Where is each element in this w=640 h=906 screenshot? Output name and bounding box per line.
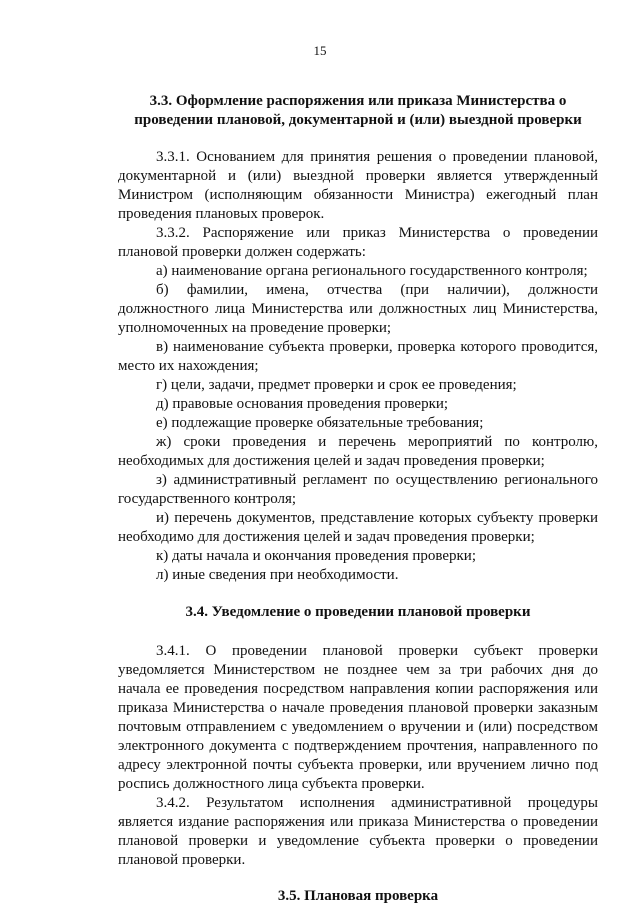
paragraph: 3.4.1. О проведении плановой проверки субъект проверки уведомляется Министерством не позднее чем за три рабочих дня до начала ее проведения посредством направления копии распоряжения или приказа Министерства о начале проведения плановой проверки заказным почтовым отправлением с уведомлением о вручении и (или) посредством электронного документа с подтверждением прочтения, направленного по адресу электронной почты субъекта проверки, или вручением лично под роспись должностного лица субъекта проверки.	[118, 643, 598, 792]
list-item: е) подлежащие проверке обязательные требования;	[156, 415, 484, 431]
section-3-4-heading: 3.4. Уведомление о проведении плановой проверки	[185, 604, 531, 620]
list-item: л) иные сведения при необходимости.	[156, 567, 399, 583]
paragraph: 3.3.1. Основанием для принятия решения о проведении плановой, документарной и (или) выездной проверки является утвержденный Министром (исполняющим обязанности Министра) ежегодный план проведения плановых проверок.	[118, 149, 598, 222]
page-number: 15	[313, 43, 327, 58]
list-item: в) наименование субъекта проверки, проверка которого проводится, место их нахождения;	[118, 339, 598, 374]
list-item: д) правовые основания проведения проверки;	[156, 396, 449, 412]
section-3-4-body	[118, 642, 598, 870]
list-item: з) административный регламент по осуществлению регионального государственного контроля;	[118, 472, 598, 507]
list-item: б) фамилии, имена, отчества (при наличии), должности должностного лица Министерства или должностных лиц Министерства, уполномоченных на проведение проверки;	[118, 282, 598, 336]
paragraph: 3.3.2. Распоряжение или приказ Министерства о проведении плановой проверки должен содержать:	[118, 225, 598, 260]
list-item: г) цели, задачи, предмет проверки и срок ее проведения;	[156, 377, 517, 393]
list-item: а) наименование органа регионального государственного контроля;	[156, 263, 588, 279]
list-item: к) даты начала и окончания проведения проверки;	[156, 548, 477, 564]
section-3-5-heading: 3.5. Плановая проверка	[277, 888, 439, 904]
document-body	[118, 92, 598, 906]
section-3-3-heading: 3.3. Оформление распоряжения или приказа Министерства о проведении плановой, документарной и (или) выездной проверки	[134, 93, 582, 128]
list-item: и) перечень документов, представление которых субъекту проверки необходимо для достижения целей и задач проведения проверки;	[118, 510, 598, 545]
list-item: ж) сроки проведения и перечень мероприятий по контролю, необходимых для достижения целей и задач проведения проверки;	[118, 434, 598, 469]
section-3-3-body	[118, 148, 598, 585]
paragraph: 3.4.2. Результатом исполнения административной процедуры является издание распоряжения или приказа Министерства о проведении плановой проверки и уведомление субъекта проверки о проведении плановой проверки.	[118, 795, 598, 868]
